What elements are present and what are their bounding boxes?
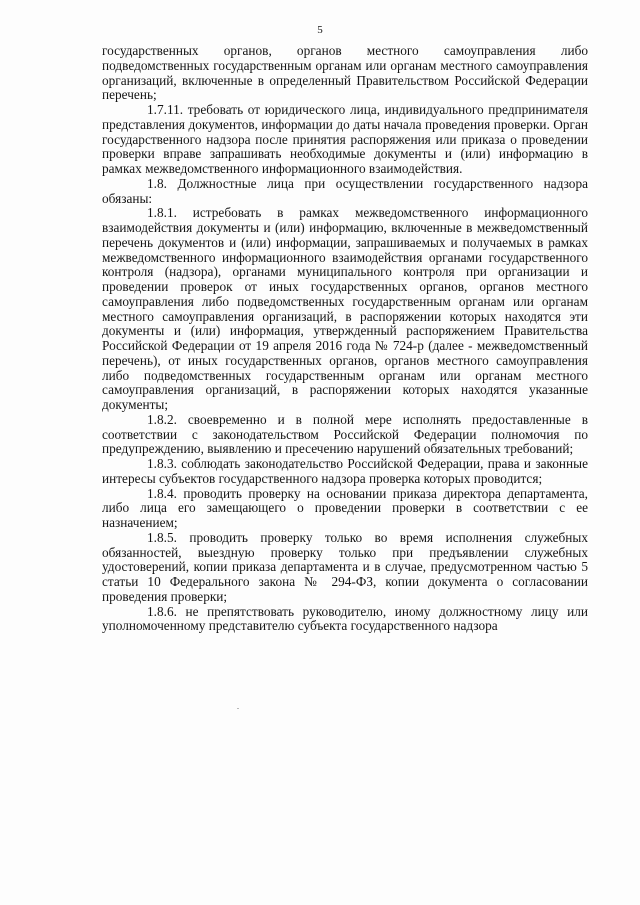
paragraph-1-8-3: 1.8.3. соблюдать законодательство Российской Федерации, права и законные интересы субъектов государственного надзора проверка которых проводится; — [102, 456, 588, 486]
scan-speck — [237, 708, 239, 709]
paragraph-1-8: 1.8. Должностные лица при осуществлении государственного надзора обязаны: — [102, 175, 588, 206]
paragraph-1-8-5: 1.8.5. проводить проверку только во время исполнения служебных обязанностей, выездную проверку только при предъявлении служебных удостоверений, копии приказа департамента и в случае, предусмотренном частью 5 статьи 10 Федерального закона № 294-ФЗ, копии документа о согласовании проведения проверки; — [102, 529, 588, 604]
paragraph-1-7-11: 1.7.11. требовать от юридического лица, индивидуального предпринимателя представления документов, информации до даты начала проведения проверки. Орган государственного надзора после принятия распоряжения или приказа о проведении проверки вправе запрашивать необходимые документы и (или) информацию в рамках межведомственного информационного взаимодействия. — [102, 102, 588, 176]
paragraph-1-8-1: 1.8.1. истребовать в рамках межведомственного информационного взаимодействия документы и (или) информацию, включенные в межведомственный перечень документов и (или) информации, запрашиваемых и получаемых в рамках межведомственного информационного взаимодействия органами государственного контроля (надзора), органами муниципального контроля при организации и проведении проверок от иных государственных органов, органов местного самоуправления либо подведомственных государственным органам или органам местного самоуправления организаций, в распоряжении которых находятся эти документы и (или) информация, утвержденный распоряжением Правительства Российской Федерации от 19 апреля 2016 года № 724-р (далее - межведомственный перечень), от иных государственных органов, органов местного самоуправления либо подведомственных государственным органам или органам местного самоуправления организаций, в распоряжении которых находятся указанные документы; — [102, 205, 588, 412]
paragraph-1-8-6: 1.8.6. не препятствовать руководителю, иному должностному лицу или уполномоченному представителю субъекта государственного надзора — [102, 603, 588, 634]
paragraph-continuation: государственных органов, органов местного самоуправления либо подведомственных государственным органам или органам местного самоуправления организаций, включенные в определенный Правительством Российской Федерации перечень; — [102, 43, 588, 103]
document-body — [102, 44, 588, 634]
page-number: 5 — [317, 24, 323, 36]
paragraph-1-8-4: 1.8.4. проводить проверку на основании приказа директора департамента, либо лица его замещающего о проведении проверки в соответствии с ее назначением; — [102, 485, 588, 530]
paragraph-1-8-2: 1.8.2. своевременно и в полной мере исполнять предоставленные в соответствии с законодательством Российской Федерации полномочия по предупреждению, выявлению и пресечению нарушений обязательных требований; — [102, 411, 588, 457]
